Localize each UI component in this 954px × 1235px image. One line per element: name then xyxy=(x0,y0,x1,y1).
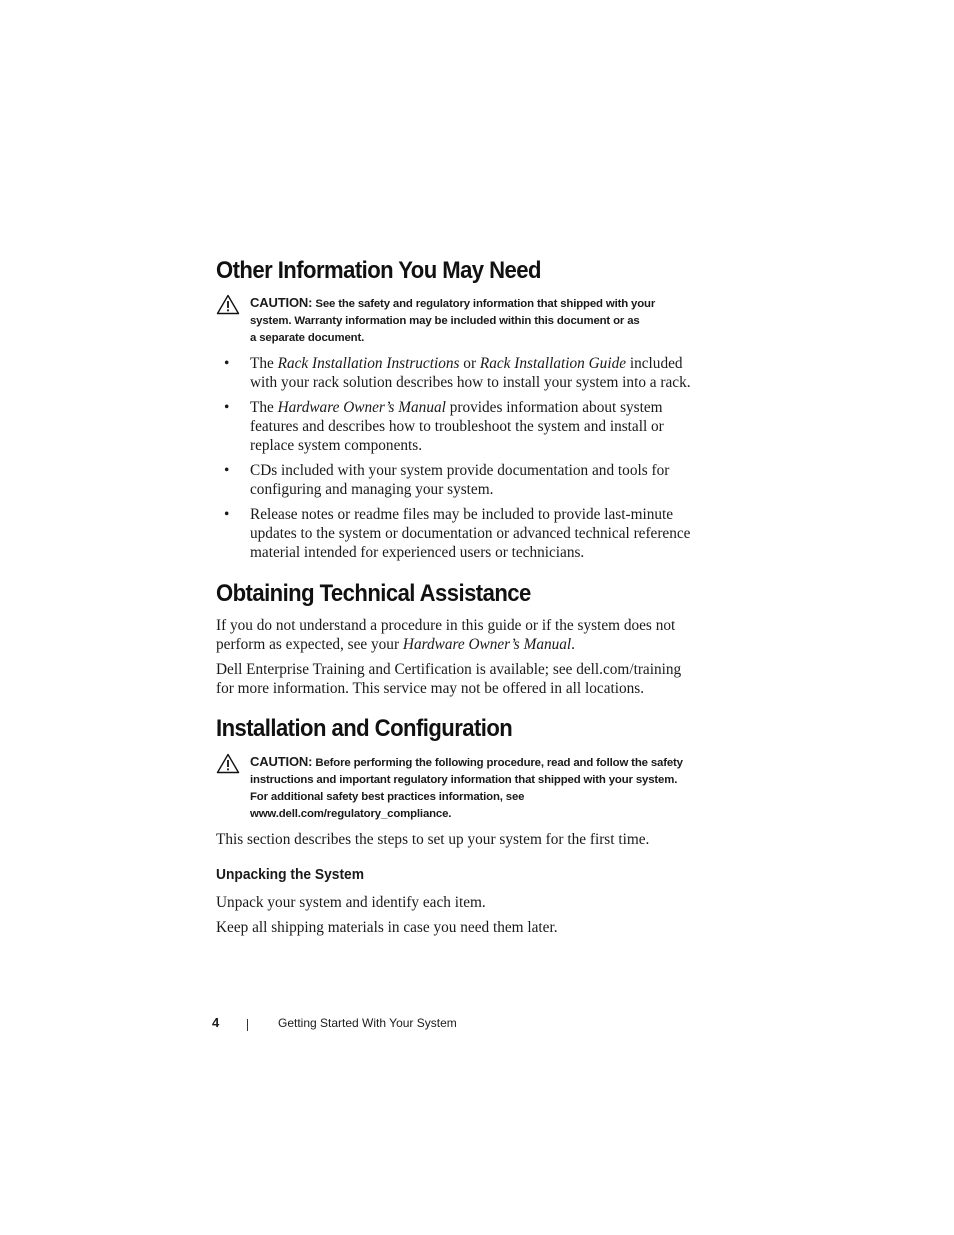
bullet-icon: • xyxy=(224,506,230,523)
text: The xyxy=(250,399,278,416)
footer-title: Getting Started With Your System xyxy=(278,1016,457,1030)
doc-title: Hardware Owner’s Manual xyxy=(402,636,572,653)
list-item xyxy=(216,354,716,392)
list-item xyxy=(216,505,716,562)
page-footer xyxy=(0,1015,954,1035)
information-list xyxy=(216,354,716,562)
text: included xyxy=(626,355,683,372)
text: or xyxy=(459,355,480,372)
paragraph: Unpack your system and identify each item. xyxy=(216,894,486,911)
caution-notice-safety xyxy=(216,294,716,347)
heading-technical-assistance: Obtaining Technical Assistance xyxy=(216,580,531,607)
text: provides information about system xyxy=(445,399,663,416)
bullet-icon: • xyxy=(224,462,230,479)
list-item xyxy=(216,461,716,499)
text: perform as expected, see your xyxy=(216,636,403,653)
caution-notice-install xyxy=(216,753,716,823)
caution-label: CAUTION: xyxy=(250,295,313,310)
caution-label: CAUTION: xyxy=(250,754,313,769)
bullet-icon: • xyxy=(224,399,230,416)
regulatory-link[interactable]: www.dell.com/regulatory_compliance. xyxy=(250,808,452,820)
doc-title: Rack Installation Guide xyxy=(479,355,627,372)
training-link[interactable]: dell.com/training xyxy=(576,661,682,678)
text: . xyxy=(571,636,575,653)
list-item xyxy=(216,398,716,455)
caution-text: instructions and important regulatory information that shipped with your system. xyxy=(250,774,678,786)
page-content xyxy=(216,256,716,937)
bullet-icon: • xyxy=(224,355,230,372)
text: for more information. This service may not be offered in all locations. xyxy=(216,680,645,697)
doc-title: Hardware Owner’s Manual xyxy=(277,399,446,416)
text: The xyxy=(250,355,278,372)
heading-installation: Installation and Configuration xyxy=(216,715,513,742)
text: Dell Enterprise Training and Certification is available; see xyxy=(216,661,577,678)
paragraph: This section describes the steps to set up your system for the first time. xyxy=(216,831,650,848)
text: CDs included with your system provide documentation and tools for xyxy=(250,462,670,479)
subheading-unpacking: Unpacking the System xyxy=(216,866,365,883)
doc-title: Rack Installation Instructions xyxy=(277,355,460,372)
text: replace system components. xyxy=(250,437,423,454)
text: If you do not understand a procedure in this guide or if the system does not xyxy=(216,617,676,634)
page-number: 4 xyxy=(212,1015,220,1030)
paragraph xyxy=(216,660,716,698)
text: material intended for experienced users or technicians. xyxy=(250,544,585,561)
caution-warning-icon xyxy=(216,753,240,774)
caution-text: a separate document. xyxy=(250,332,365,344)
footer-divider xyxy=(247,1019,248,1031)
text: Release notes or readme files may be included to provide last-minute xyxy=(250,506,674,523)
caution-warning-icon xyxy=(216,294,240,315)
text: features and describes how to troubleshoot the system and install or xyxy=(250,418,664,435)
text: configuring and managing your system. xyxy=(250,481,494,498)
caution-text: system. Warranty information may be included within this document or as xyxy=(250,315,640,327)
text: updates to the system or documentation or advanced technical reference xyxy=(250,525,691,542)
paragraph: Keep all shipping materials in case you need them later. xyxy=(216,919,558,936)
caution-text: For additional safety best practices information, see xyxy=(250,791,525,803)
caution-text: See the safety and regulatory information that shipped with your xyxy=(315,298,656,310)
text: with your rack solution describes how to install your system into a rack. xyxy=(250,374,691,391)
paragraph xyxy=(216,616,716,654)
caution-text: Before performing the following procedure, read and follow the safety xyxy=(315,757,683,769)
heading-other-information: Other Information You May Need xyxy=(216,257,541,284)
